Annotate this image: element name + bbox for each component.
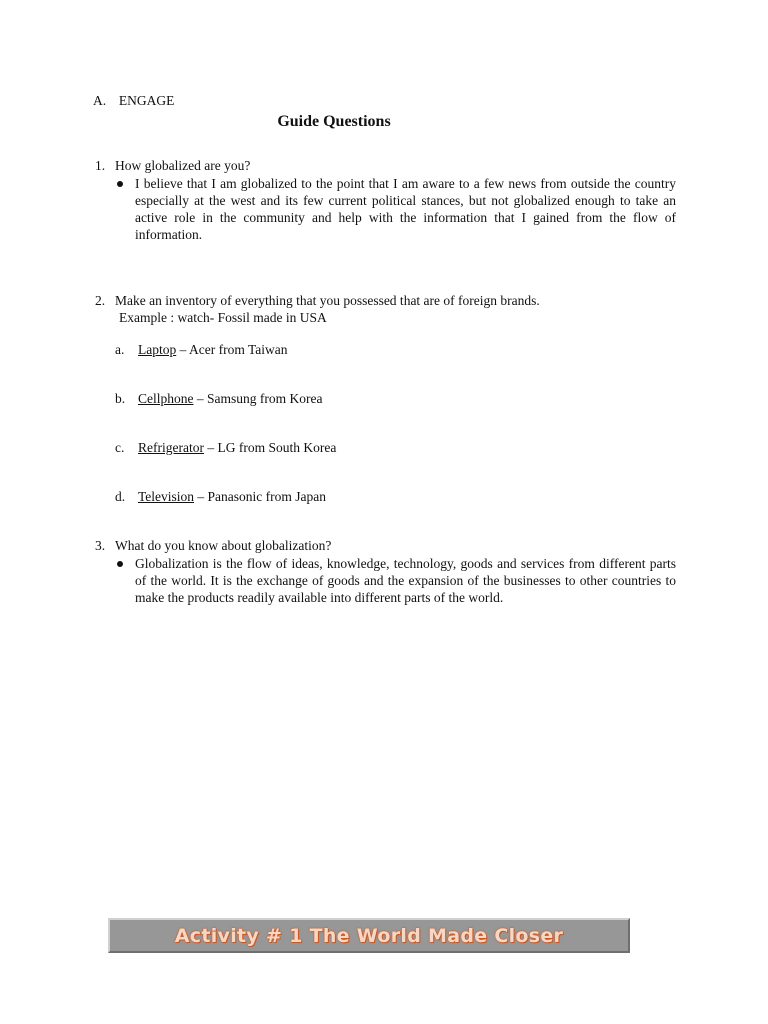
list-item-name: Cellphone bbox=[138, 391, 194, 406]
question-1-text: How globalized are you? bbox=[115, 158, 251, 173]
section-heading bbox=[93, 92, 174, 109]
list-item-name: Refrigerator bbox=[138, 440, 204, 455]
list-item-letter: a. bbox=[115, 342, 125, 357]
list-item-detail: – Panasonic from Japan bbox=[194, 489, 327, 504]
list-item-letter: c. bbox=[115, 440, 125, 455]
question-3-answer: Globalization is the flow of ideas, knowledge, technology, goods and services from different parts of the world. It is the exchange of goods and the expansion of the businesses to other countries to make the products readily available into different parts of the world. bbox=[135, 556, 676, 605]
list-item-detail: – LG from South Korea bbox=[203, 440, 337, 455]
list-item-letter: d. bbox=[115, 489, 126, 504]
list-item-detail: – Acer from Taiwan bbox=[176, 342, 288, 357]
list-item-name: Television bbox=[138, 489, 195, 504]
list-item bbox=[138, 341, 288, 358]
bullet-icon bbox=[117, 561, 123, 567]
question-1-answer: I believe that I am globalized to the point that I am aware to a few news from outside the country especially at the west and its few current political stances, but not globalized enough to take an active role in the community and help with the information that I gained from the flow of information. bbox=[135, 176, 676, 242]
question-1-number: 1. bbox=[95, 158, 106, 173]
page-title: Guide Questions bbox=[277, 113, 391, 130]
list-item-detail: – Samsung from Korea bbox=[193, 391, 323, 406]
bullet-icon bbox=[117, 181, 123, 187]
question-3-number: 3. bbox=[95, 538, 106, 553]
question-2-example: Example : watch- Fossil made in USA bbox=[119, 310, 327, 325]
question-2-text: Make an inventory of everything that you possessed that are of foreign brands. bbox=[115, 293, 540, 308]
list-item-name: Laptop bbox=[138, 342, 177, 357]
question-2-number: 2. bbox=[95, 293, 106, 308]
list-item bbox=[138, 439, 336, 456]
activity-banner bbox=[108, 918, 630, 953]
activity-banner-text: Activity # 1 The World Made Closer bbox=[174, 924, 564, 947]
list-item bbox=[138, 390, 322, 407]
section-letter: A. bbox=[93, 93, 107, 108]
question-3-text: What do you know about globalization? bbox=[115, 538, 332, 553]
section-label: ENGAGE bbox=[118, 93, 175, 108]
list-item-letter: b. bbox=[115, 391, 126, 406]
list-item bbox=[138, 488, 326, 505]
